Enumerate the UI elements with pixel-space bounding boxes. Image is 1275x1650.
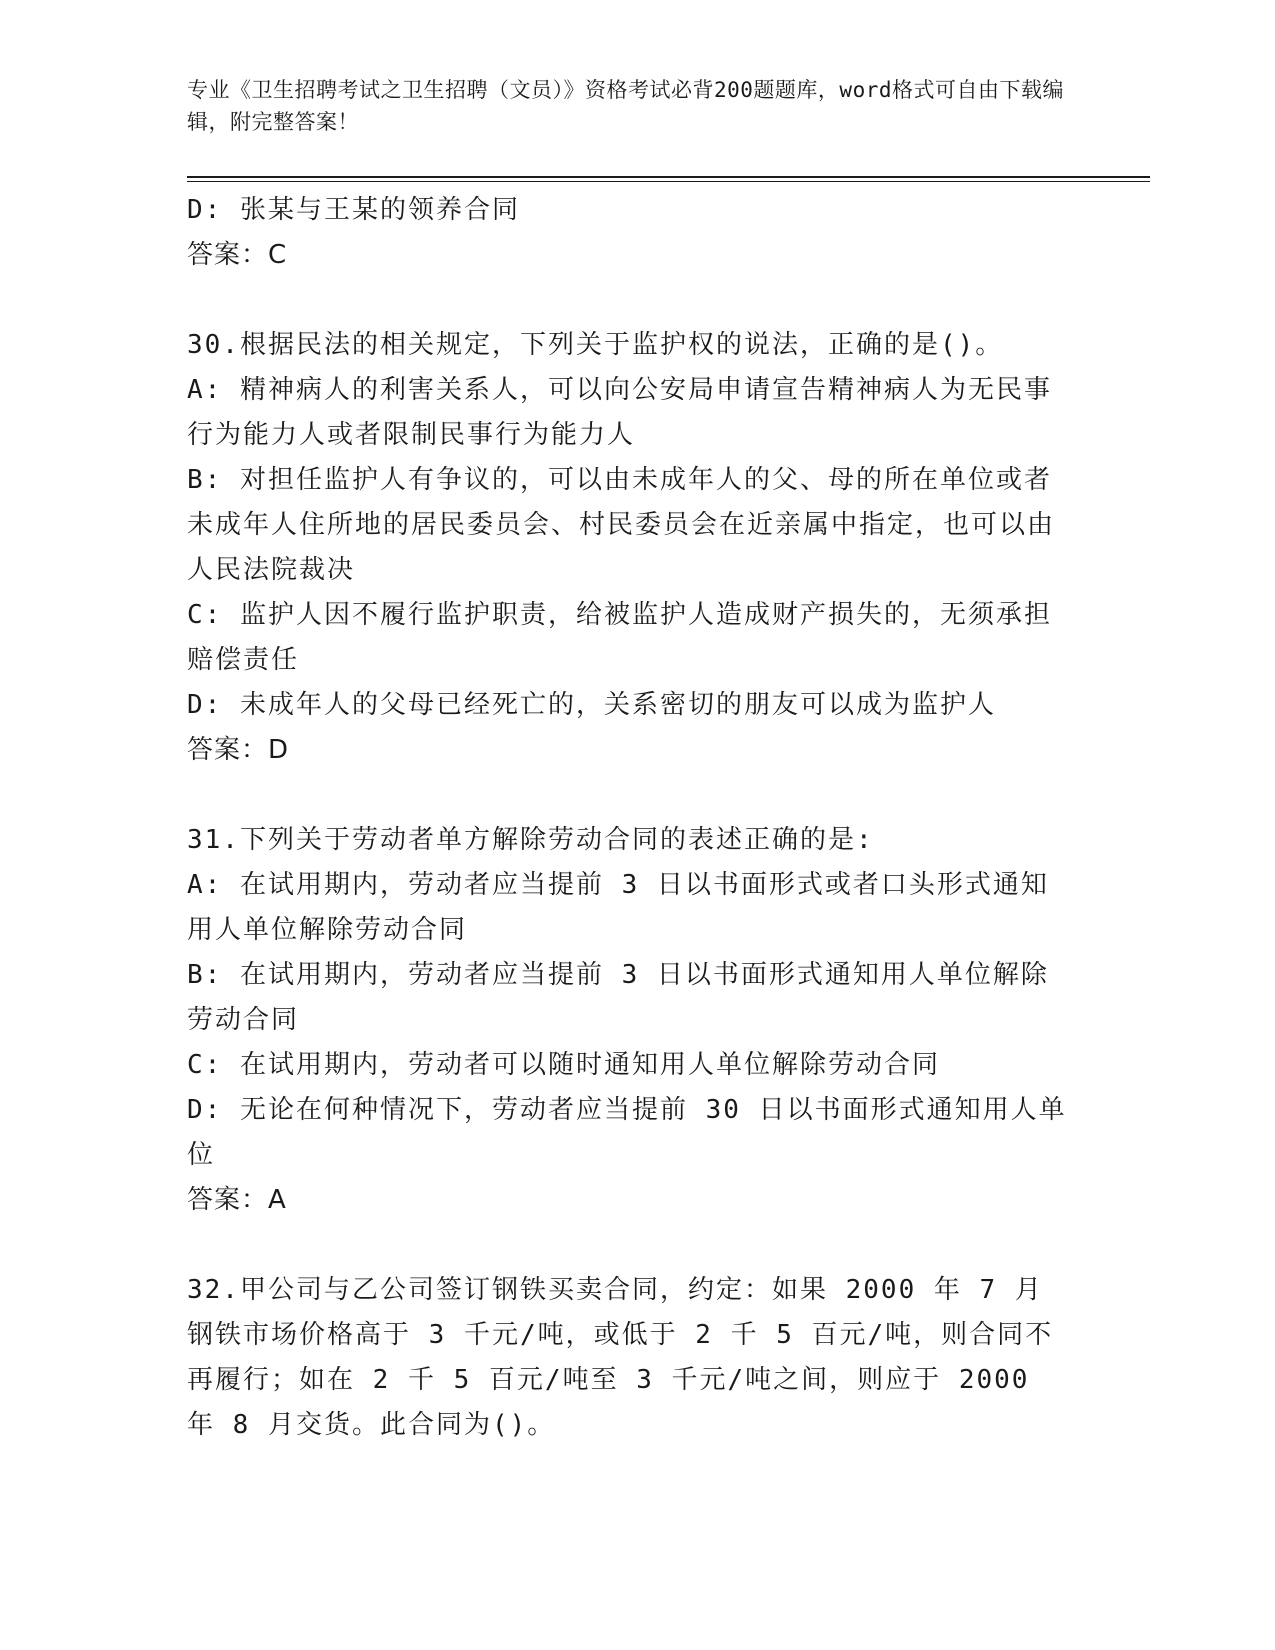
question-31-stem: 31.下列关于劳动者单方解除劳动合同的表述正确的是: [187, 825, 874, 855]
spacer [187, 1223, 1067, 1268]
question-30-answer: 答案：D [187, 735, 290, 765]
question-30-option-b: B: 对担任监护人有争议的，可以由未成年人的父、母的所在单位或者未成年人住所地的居民委员会、村民委员会在近亲属中指定，也可以由人民法院裁决 [187, 465, 1056, 585]
prev-question-answer: 答案：C [187, 240, 288, 270]
spacer [187, 278, 1067, 323]
question-30-option-a: A: 精神病人的利害关系人，可以向公安局申请宣告精神病人为无民事行为能力人或者限制民事行为能力人 [187, 375, 1052, 450]
question-30-option-c: C: 监护人因不履行监护职责，给被监护人造成财产损失的，无须承担赔偿责任 [187, 600, 1052, 675]
question-31-option-d: D: 无论在何种情况下，劳动者应当提前 30 日以书面形式通知用人单位 [187, 1095, 1067, 1170]
question-31-option-b: B: 在试用期内，劳动者应当提前 3 日以书面形式通知用人单位解除劳动合同 [187, 960, 1049, 1035]
question-32-stem: 32.甲公司与乙公司签订钢铁买卖合同，约定：如果 2000 年 7 月钢铁市场价格高于 3 千元/吨，或低于 2 千 5 百元/吨，则合同不再履行；如在 2 千 5 百元/吨至 3 千元/吨之间，则应于 2000 年 8 月交货。此合同为()。 [187, 1275, 1054, 1440]
question-31-answer: 答案：A [187, 1185, 287, 1215]
spacer [187, 773, 1067, 818]
question-30-stem: 30.根据民法的相关规定，下列关于监护权的说法，正确的是()。 [187, 330, 1004, 360]
prev-question-option-d: D: 张某与王某的领养合同 [187, 195, 520, 225]
question-31-option-c: C: 在试用期内，劳动者可以随时通知用人单位解除劳动合同 [187, 1050, 940, 1080]
question-30-option-d: D: 未成年人的父母已经死亡的，关系密切的朋友可以成为监护人 [187, 690, 996, 720]
header-divider [187, 176, 1150, 182]
page-header: 专业《卫生招聘考试之卫生招聘（文员）》资格考试必背200题题库，word格式可自由下载编辑，附完整答案！ [187, 78, 1064, 134]
document-body [187, 188, 1067, 1448]
question-31-option-a: A: 在试用期内，劳动者应当提前 3 日以书面形式或者口头形式通知用人单位解除劳动合同 [187, 870, 1049, 945]
